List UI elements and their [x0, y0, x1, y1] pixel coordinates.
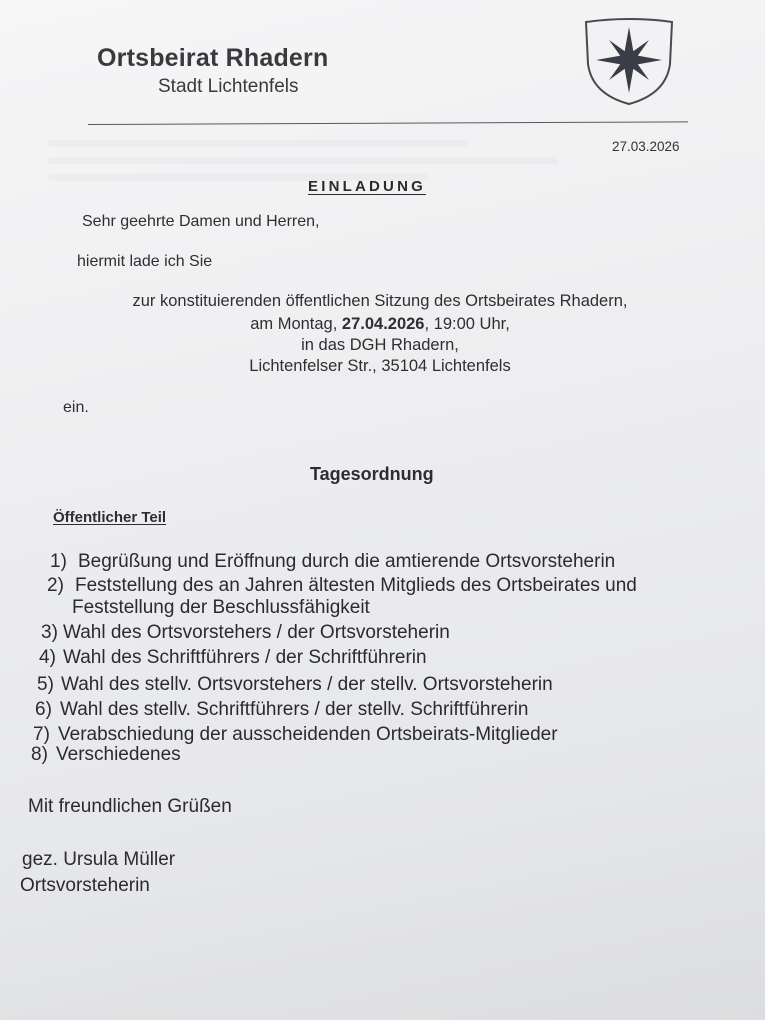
agenda-text: Wahl des stellv. Schriftführers / der stellv. Schriftführerin: [60, 699, 529, 720]
agenda-text: Wahl des Ortsvorstehers / der Ortsvorsteherin: [63, 622, 450, 643]
agenda-text: Verschiedenes: [56, 744, 181, 765]
letter-date: 27.03.2026: [612, 139, 680, 154]
meeting-line-4: Lichtenfelser Str., 35104 Lichtenfels: [249, 357, 511, 375]
meeting-line-1: zur konstituierenden öffentlichen Sitzung des Ortsbeirates Rhadern,: [132, 292, 628, 310]
agenda-number: 2): [47, 575, 64, 596]
agenda-number: 8): [31, 744, 48, 765]
agenda-number: 5): [37, 674, 54, 695]
agenda-text: Begrüßung und Eröffnung durch die amtierende Ortsvorsteherin: [78, 551, 616, 572]
signature-name: gez. Ursula Müller: [22, 849, 176, 870]
agenda-item-2-continuation: Feststellung der Beschlussfähigkeit: [72, 597, 370, 618]
agenda-text: Wahl des stellv. Ortsvorstehers / der stellv. Ortsvorsteherin: [61, 674, 553, 695]
intro-end: ein.: [63, 399, 89, 416]
agenda-text: Wahl des Schriftführers / der Schriftführerin: [63, 647, 427, 668]
agenda-text: Feststellung des an Jahren ältesten Mitglieds des Ortsbeirates und: [75, 575, 637, 596]
agenda-number: 3): [41, 622, 58, 643]
agenda-item-6: [35, 699, 528, 721]
section-title: Öffentlicher Teil: [53, 509, 167, 526]
meeting-time: , 19:00 Uhr,: [424, 315, 510, 333]
bleed-through-texture: [60, 68, 620, 116]
intro-text: hiermit lade ich Sie: [77, 253, 213, 270]
org-city: Stadt Lichtenfels: [158, 76, 299, 97]
meeting-line-3: in das DGH Rhadern,: [301, 336, 459, 354]
agenda-item-5: [37, 674, 553, 696]
agenda-number: 6): [35, 699, 52, 720]
signature-role: Ortsvorsteherin: [20, 875, 150, 896]
closing-greeting: Mit freundlichen Grüßen: [28, 796, 232, 817]
agenda-item-4: [39, 647, 427, 669]
agenda-title: Tagesordnung: [310, 464, 434, 484]
agenda-item-7: [33, 724, 558, 746]
header-divider: [88, 121, 688, 125]
compass-star-shield-icon: [582, 14, 676, 108]
meeting-date: 27.04.2026: [341, 315, 425, 333]
agenda-item-8: [31, 744, 181, 766]
meeting-day: am Montag,: [250, 315, 342, 333]
salutation: Sehr geehrte Damen und Herren,: [82, 213, 320, 230]
agenda-item-3: [41, 622, 450, 644]
agenda-number: 1): [50, 551, 67, 572]
agenda-number: 7): [33, 724, 50, 745]
agenda-item-2: [47, 575, 637, 597]
agenda-number: 4): [39, 647, 56, 668]
meeting-line-2: [80, 315, 680, 334]
agenda-text: Verabschiedung der ausscheidenden Ortsbeirats-Mitglieder: [58, 724, 558, 745]
agenda-item-1: [50, 551, 615, 573]
org-name: Ortsbeirat Rhadern: [97, 44, 329, 72]
letter-heading: EINLADUNG: [308, 178, 426, 195]
